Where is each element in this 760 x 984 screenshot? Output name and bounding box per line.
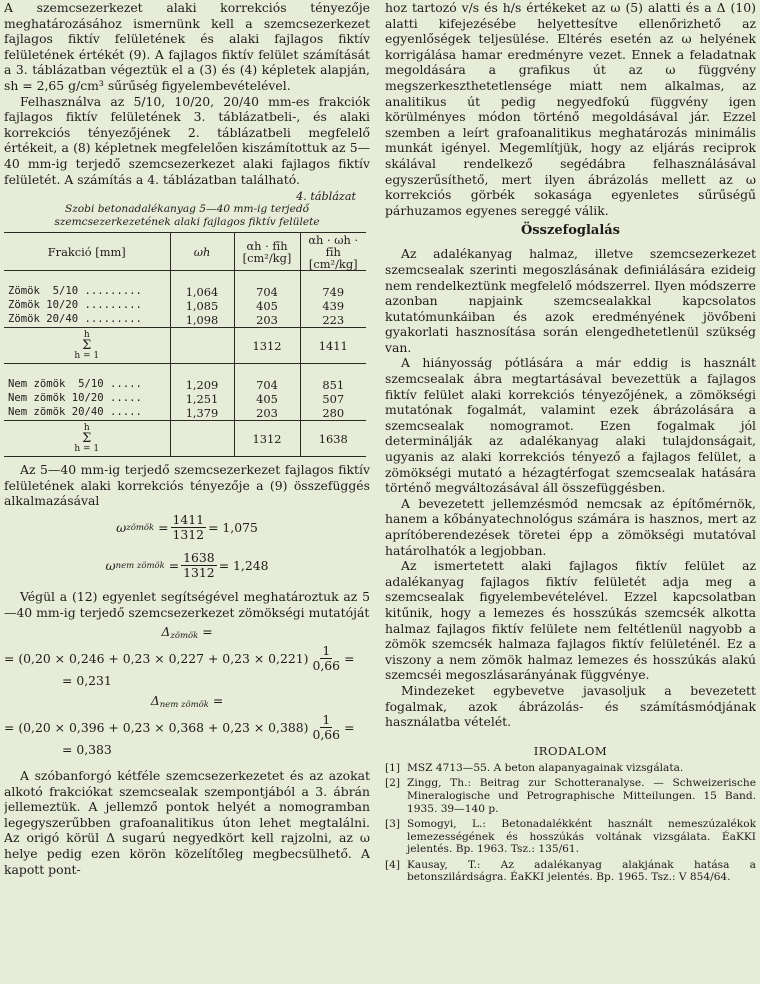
data-table [4, 232, 366, 457]
paragraph-calculation: Felhasználva az 5/10, 10/20, 20/40 mm-es frakciók fajlagos fiktív felületének 3. táblázatbeli-, és alaki korrekciós tényezőjének 2. táblázatbeli megfelelő értékeit, a (8) képletnek megfelelően kiszámítottuk az 5—40 mm-ig terjedő szemcsezerkezet alaki fajlagos fiktív felületét. A számítás a 4. táblázatban található. [4, 93, 370, 187]
omega-cell: 1,064 [170, 271, 234, 300]
sum-alpha-f: 1312 [234, 421, 300, 457]
alpha-f-cell: 203 [234, 313, 300, 328]
formula-omega-nem-zomok: ω nem zömök = $\frac{1638}{1312}$ = 1,248 [105, 550, 269, 581]
table-row [4, 364, 366, 393]
header-alpha-omega-f: αh · ωh · fīh [cm²/kg] [300, 233, 366, 271]
table-sum-row [4, 421, 366, 457]
alpha-omega-f-cell: 439 [300, 299, 366, 313]
alpha-omega-f-cell: 749 [300, 271, 366, 300]
fraction-cell: Zömök 20/40 ......... [8, 313, 142, 326]
summary-paragraph: Az adalékanyag halmaz, illetve szemcsezerkezet szemcsealak szerinti megoszlásának definiálására ezideig nem rendelkeztünk megfelelő módszerrel. Ilyen módszerre azonban napjaink szemcsealakkal kapcsolatos kutatómunkáiban és azok eredményének jövőbeni gyakorlati hasznosítása során elengedhetetlenül szükség van. [385, 246, 756, 355]
delta-zomok-result: = 0,231 [62, 673, 112, 689]
sum-alpha-omega-f: 1638 [300, 421, 366, 457]
omega-cell: 1,379 [170, 406, 234, 421]
table-header-row [4, 233, 366, 271]
formula-lhs: ω [116, 520, 127, 536]
formula-subscript: nem zömök [115, 560, 165, 571]
section-heading-summary: Összefoglalás [520, 223, 620, 239]
sum-alpha-f: 1312 [234, 328, 300, 364]
omega-cell: 1,098 [170, 313, 234, 328]
fraction-cell: Zömök 10/20 ......... [8, 299, 142, 312]
paragraph-figure: A szóbanforgó kétféle szemcsezerkezetet és az azokat alkotó frakciókat szemcsealak szempontjából a 3. ábrán jellemeztük. A jellemző pontok helyét a nomogramban legegyszerűbben grafoanalitikus úton lehet megtalálni. Az origó körül Δ sugarú negyedkört kell rajzolni, az ω helye pedig ezen körön közelítőleg megbecsülhető. A kapott pont- [4, 768, 370, 877]
table-row [4, 313, 366, 328]
alpha-f-cell: 203 [234, 406, 300, 421]
sum-upper-limit: h [83, 329, 90, 340]
alpha-f-cell: 405 [234, 299, 300, 313]
table-row [4, 392, 366, 406]
sum-alpha-omega-f: 1411 [300, 328, 366, 364]
table-sum-row [4, 328, 366, 364]
sum-symbol-cell [4, 328, 170, 364]
references-heading: IRODALOM [533, 743, 608, 758]
delta-zomok-label: $\Delta_{zömök}$ = [161, 624, 213, 642]
table-number: 4. táblázat [296, 190, 356, 204]
omega-cell: 1,209 [170, 364, 234, 393]
sum-lower-limit: h = 1 [74, 350, 100, 361]
alpha-f-cell: 704 [234, 271, 300, 300]
summary-paragraph: A hiányosság pótlására a már eddig is használt szemcsealak ábra megtartásával bevezettük a fajlagos fiktív felület alaki korrekciós tényezőjének, a zömökségi mutatónak fogalmát, valamint ezek ábrázolására a szemcsealak nomogramot. Ezen fogalmak jól determinálják az adalékanyag alaki tulajdonságait, ugyanis az alaki korrekciós tényező a fajlagos felület, a zömökségi mutató a hézagtérfogat szemcsealak hatására történő megváltozásával áll összefüggésben. [385, 355, 756, 496]
table-row [4, 406, 366, 421]
fraction-cell: Nem zömök 5/10 ..... [8, 378, 142, 391]
header-omega: ωh [170, 233, 234, 271]
formula-result: = 1,248 [218, 558, 269, 574]
formula-denominator: 1312 [172, 527, 205, 543]
sum-symbol-cell [4, 421, 170, 457]
delta-nem-zomok-label: $\Delta_{nem zömök}$ = [150, 693, 224, 711]
sum-upper-limit: h [83, 422, 90, 433]
summary-paragraph: Mindezeket egybevetve javasoljuk a bevezetett fogalmak, azok ábrázolás- és számításmódjának használatba vételét. [385, 682, 756, 730]
formula-omega-zomok: ω zömök = $\frac{1411}{1312}$ = 1,075 [116, 512, 258, 543]
delta-nem-zomok-expression: = (0,20 × 0,396 + 0,23 × 0,368 + 0,23 × 0,388) $\frac{1}{0,66}$ = [4, 712, 355, 743]
summary-paragraph: Az ismertetett alaki fajlagos fiktív felület az adalékanyag fajlagos fiktív felületét adja meg a szemcsealak figyelembevételével. Ezzel kapcsolatban kitűnik, hogy a lemezes és hosszúkás szemcsék alkotta halmaz fajlagos fiktív felülete nem feltétlenül nagyobb a zömök szemcsék halmaza fajlagos fiktív felületénél. Ez a viszony a nem zömök halmaz lemezes és hosszúkás alakú szemcséi megoszlásarányának függvénye. [385, 558, 756, 683]
sigma-symbol: Σ [82, 337, 92, 353]
table-caption-line1: Szobi betonadalékanyag 5—40 mm-ig terjedő [64, 203, 310, 216]
formula-subscript: zömök [126, 522, 155, 533]
fraction-cell: Nem zömök 20/40 ..... [8, 406, 142, 419]
alpha-f-cell: 405 [234, 392, 300, 406]
paragraph-continuation: hoz tartozó v/s és h/s értékeket az ω (5) alatti és a Δ (10) alatti kifejezésébe helyettesítve ellenőrizhető az egyenlőségek teljesülése. Eltérés esetén az ω helyének korrigálása hamar eredményre vezet. Ennek a feladatnak megoldására a grafikus út az ω függvény megszerkeszthetetlensége miatt nem alkalmas, az analitikus út pedig negyedfokú függvény igen körülményes módon történő megoldásával jár. Ezzel szemben a leírt grafoanalitikus meghatározás minimális munkát igényel. Megemlítjük, hogy az eljárás reciprok skálával rendelkező segédábra felhasználásával egyszerűsíthető, mert ilyen ábrázolás mellett az ω korrekciós görbék sokasága egyenletes sűrűségű párhuzamos egyenes sereggé válik. [385, 0, 756, 218]
fraction-cell: Zömök 5/10 ......... [8, 285, 142, 298]
delta-nem-zomok-result: = 0,383 [62, 742, 112, 758]
alpha-omega-f-cell: 851 [300, 364, 366, 393]
sigma-symbol: Σ [82, 430, 92, 446]
reference-item: [3] Somogyi, L.: Betonadalékként használt nemeszúzalékok lemezességének és hosszúkás voltának vizsgálata. ÉaKKI jelentés. Bp. 1963. Tsz.: 135/61. [385, 818, 756, 856]
reference-item: [1] MSZ 4713—55. A beton alapanyagainak vizsgálata. [385, 761, 684, 774]
reference-item: [4] Kausay, T.: Az adalékanyag alakjának hatása a betonszilárdságra. ÉaKKI jelentés. Bp. 1965. Tsz.: V 854/64. [385, 858, 756, 884]
formula-numerator: 1411 [172, 512, 205, 528]
table-row [4, 271, 366, 300]
formula-numerator: 1638 [183, 550, 215, 566]
right-column [385, 0, 756, 984]
fraction-cell: Nem zömök 10/20 ..... [8, 392, 142, 405]
sum-lower-limit: h = 1 [74, 443, 100, 454]
left-column [4, 0, 370, 984]
formula-lhs: ω [105, 558, 116, 574]
paragraph-index: Végül a (12) egyenlet segítségével meghatároztuk az 5—40 mm-ig terjedő szemcsezerkezet zömökségi mutatóját [4, 588, 370, 620]
references-list [385, 762, 756, 884]
table-caption-line2: szemcsezerkezetének alaki fajlagos fiktív felülete [54, 215, 320, 228]
omega-cell: 1,085 [170, 299, 234, 313]
formula-result: = 1,075 [208, 520, 258, 536]
alpha-omega-f-cell: 223 [300, 313, 366, 328]
omega-cell: 1,251 [170, 392, 234, 406]
alpha-omega-f-cell: 507 [300, 392, 366, 406]
table-row [4, 299, 366, 313]
formula-denominator: 1312 [183, 565, 215, 581]
reference-item: [2] Zingg, Th.: Beitrag zur Schotteranalyse. — Schweizerische Mineralogische und Petrographische Mitteilungen. 15 Band. 1935. 39—140 p. [385, 777, 756, 815]
header-alpha-f: αh · fīh [cm²/kg] [234, 233, 300, 271]
delta-zomok-expression: = (0,20 × 0,246 + 0,23 × 0,227 + 0,23 × 0,221) $\frac{1}{0,66}$ = [4, 643, 355, 674]
alpha-omega-f-cell: 280 [300, 406, 366, 421]
summary-paragraph: A bevezetett jellemzésmód nemcsak az építőmérnök, hanem a kőbányatechnológus számára is hasznos, mert az aprítóberendezések töretei épp a zömökségi mutatóval határolhatók a legjobban. [385, 495, 756, 558]
header-fraction: Frakció [mm] [47, 244, 126, 259]
alpha-f-cell: 704 [234, 364, 300, 393]
paragraph-intro: A szemcsezerkezet alaki korrekciós tényezője meghatározásához ismernünk kell a szemcsezerkezet fajlagos fiktív felületének és alaki fajlagos fiktív felületének értékét (9). A fajlagos fiktív felület számítását a 3. táblázatban végeztük el a (3) és (4) képletek alapján, sh = 2,65 g/cm³ sűrűség figyelembevételével. [4, 0, 370, 93]
paragraph-correction-factor: Az 5—40 mm-ig terjedő szemcsezerkezet fajlagos fiktív felületének alaki korrekciós tényezője a (9) összefüggés alkalmazásával [4, 462, 370, 509]
